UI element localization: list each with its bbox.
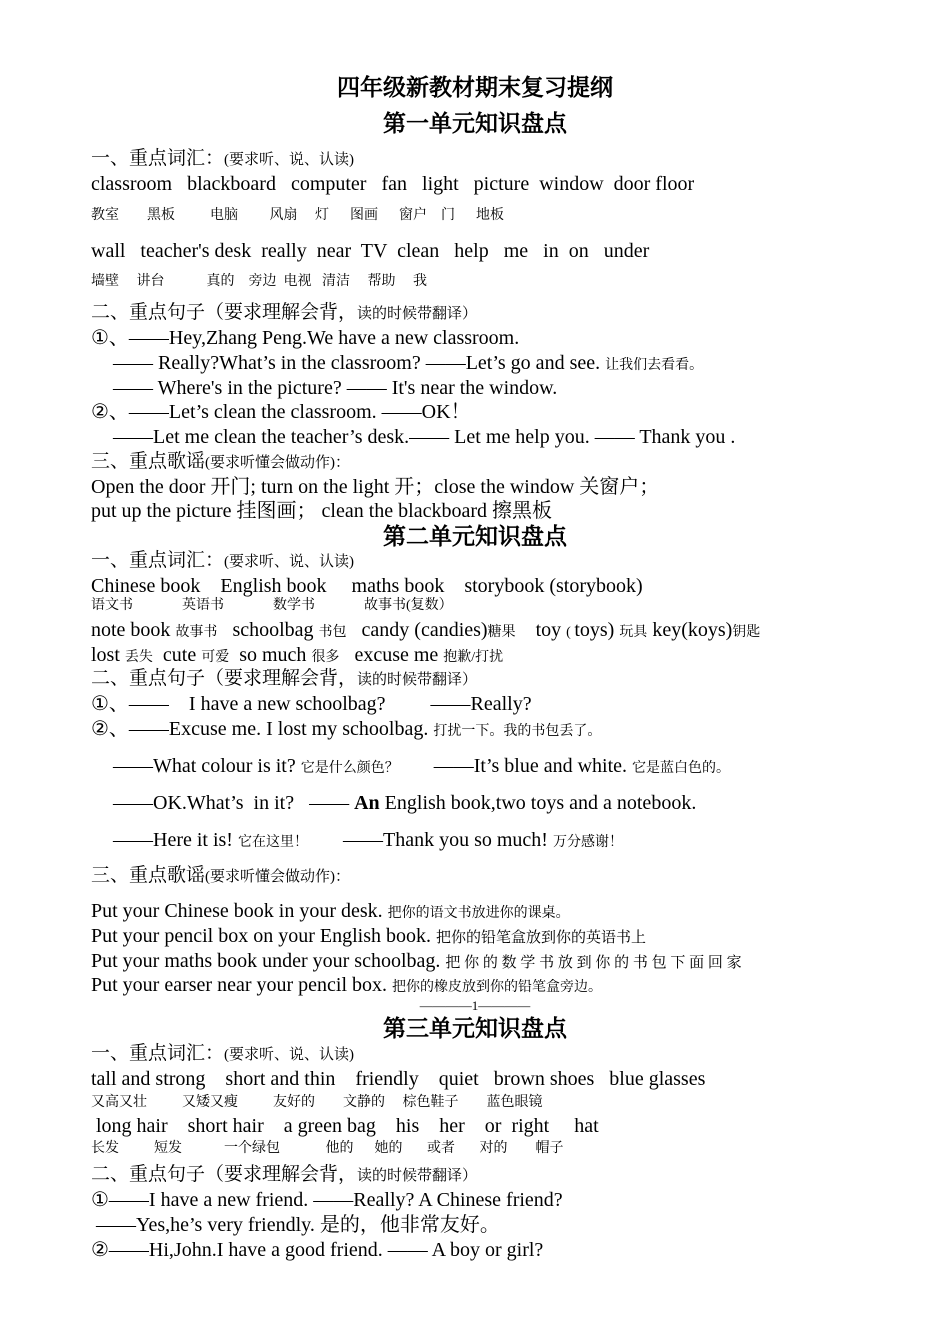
unit2-sentence-1: ①、—— I have a new schoolbag? ——Really?: [91, 693, 532, 715]
unit1-song-line2: put up the picture 挂图画； clean the blackboard 擦黑板: [91, 500, 552, 522]
unit2-song-line3: Put your maths book under your schoolbag. 把 你 的 数 学 书 放 到 你 的 书 包 下 面 回 家: [91, 950, 742, 972]
unit3-meanings-line2: 长发 短发 一个绿包 他的 她的 或者 对的 帽子: [91, 1141, 564, 1156]
unit1-sentence-4: ②、——Let’s clean the classroom. ——OK！: [91, 401, 471, 423]
unit2-meanings-line1: 语文书 英语书 数学书 故事书(复数）: [91, 598, 453, 613]
unit2-song-line1: Put your Chinese book in your desk. 把你的语文书放进你的课桌。: [91, 900, 570, 922]
unit2-sentence-5: ——Here it is! 它在这里！ ——Thank you so much! 万分感谢！: [113, 829, 623, 851]
unit1-sentence-heading: 二、重点句子（要求理解会背，读的时候带翻译）: [91, 302, 478, 323]
unit3-words-line1: tall and strong short and thin friendly quiet brown shoes blue glasses: [91, 1068, 706, 1090]
unit2-vocab-heading: 一、重点词汇：(要求听、说、认读): [91, 550, 355, 571]
unit2-song-line4: Put your earser near your pencil box. 把你的橡皮放到你的铅笔盒旁边。: [91, 974, 603, 996]
unit2-song-heading: 三、重点歌谣(要求听懂会做动作)：: [91, 865, 351, 886]
unit3-sentence-3: ②——Hi,John.I have a good friend. —— A boy or girl?: [91, 1239, 544, 1261]
unit1-song-line1: Open the door 开门; turn on the light 开；close the window 关窗户；: [91, 476, 660, 498]
unit1-song-heading: 三、重点歌谣(要求听懂会做动作)：: [91, 451, 351, 472]
document-title: 四年级新教材期末复习提纲: [337, 75, 613, 100]
unit2-sentence-2: ②、——Excuse me. I lost my schoolbag. 打扰一下。我的书包丢了。: [91, 718, 602, 740]
unit2-words-line3: lost 丢失 cute 可爱 so much 很多 excuse me 抱歉/打扰: [91, 644, 504, 666]
unit3-sentence-2: ——Yes,he’s very friendly. 是的，他非常友好。: [91, 1214, 500, 1236]
unit1-sentence-3: —— Where's in the picture? —— It's near the window.: [113, 377, 558, 399]
unit2-words-line2: note book 故事书 schoolbag 书包 candy (candies)糖果 toy ( toys) 玩具 key(koys)钥匙: [91, 619, 761, 641]
unit2-sentence-3: ——What colour is it? 它是什么颜色？ ——It’s blue and white. 它是蓝白色的。: [113, 755, 731, 777]
unit3-sentence-1: ①——I have a new friend. ——Really? A Chinese friend?: [91, 1189, 563, 1211]
unit1-sentence-5: ——Let me clean the teacher’s desk.—— Let me help you. —— Thank you .: [113, 426, 736, 448]
unit1-words-line1: classroom blackboard computer fan light picture window door floor: [91, 173, 695, 195]
unit1-sentence-2: —— Really?What’s in the classroom? ——Let’s go and see. 让我们去看看。: [113, 352, 704, 374]
unit1-sentence-1: ①、——Hey,Zhang Peng.We have a new classroom.: [91, 327, 520, 349]
unit1-vocab-heading: 一、重点词汇：(要求听、说、认读): [91, 148, 355, 169]
unit2-title: 第二单元知识盘点: [383, 524, 567, 549]
unit2-song-line2: Put your pencil box on your English book. 把你的铅笔盒放到你的英语书上: [91, 925, 646, 947]
unit1-title: 第一单元知识盘点: [383, 111, 567, 136]
page-number: ————1————: [419, 998, 531, 1013]
unit1-meanings-line1: 教室 黑板 电脑 风扇 灯 图画 窗户 门 地板: [91, 208, 504, 223]
unit2-sentence-heading: 二、重点句子（要求理解会背，读的时候带翻译）: [91, 668, 478, 689]
unit2-words-line1: Chinese book English book maths book storybook (storybook): [91, 575, 643, 597]
unit3-sentence-heading: 二、重点句子（要求理解会背，读的时候带翻译）: [91, 1164, 478, 1185]
unit3-vocab-heading: 一、重点词汇：(要求听、说、认读): [91, 1043, 355, 1064]
unit1-meanings-line2: 墙壁 讲台 真的 旁边 电视 清洁 帮助 我: [91, 274, 427, 289]
unit1-words-line2: wall teacher's desk really near TV clean help me in on under: [91, 240, 650, 262]
unit2-sentence-4: ——OK.What’s in it? —— An English book,two toys and a notebook.: [113, 792, 697, 814]
unit3-words-line2: long hair short hair a green bag his her or right hat: [91, 1115, 599, 1137]
unit3-meanings-line1: 又高又壮 又矮又瘦 友好的 文静的 棕色鞋子 蓝色眼镜: [91, 1095, 543, 1110]
unit3-title: 第三单元知识盘点: [383, 1016, 567, 1041]
